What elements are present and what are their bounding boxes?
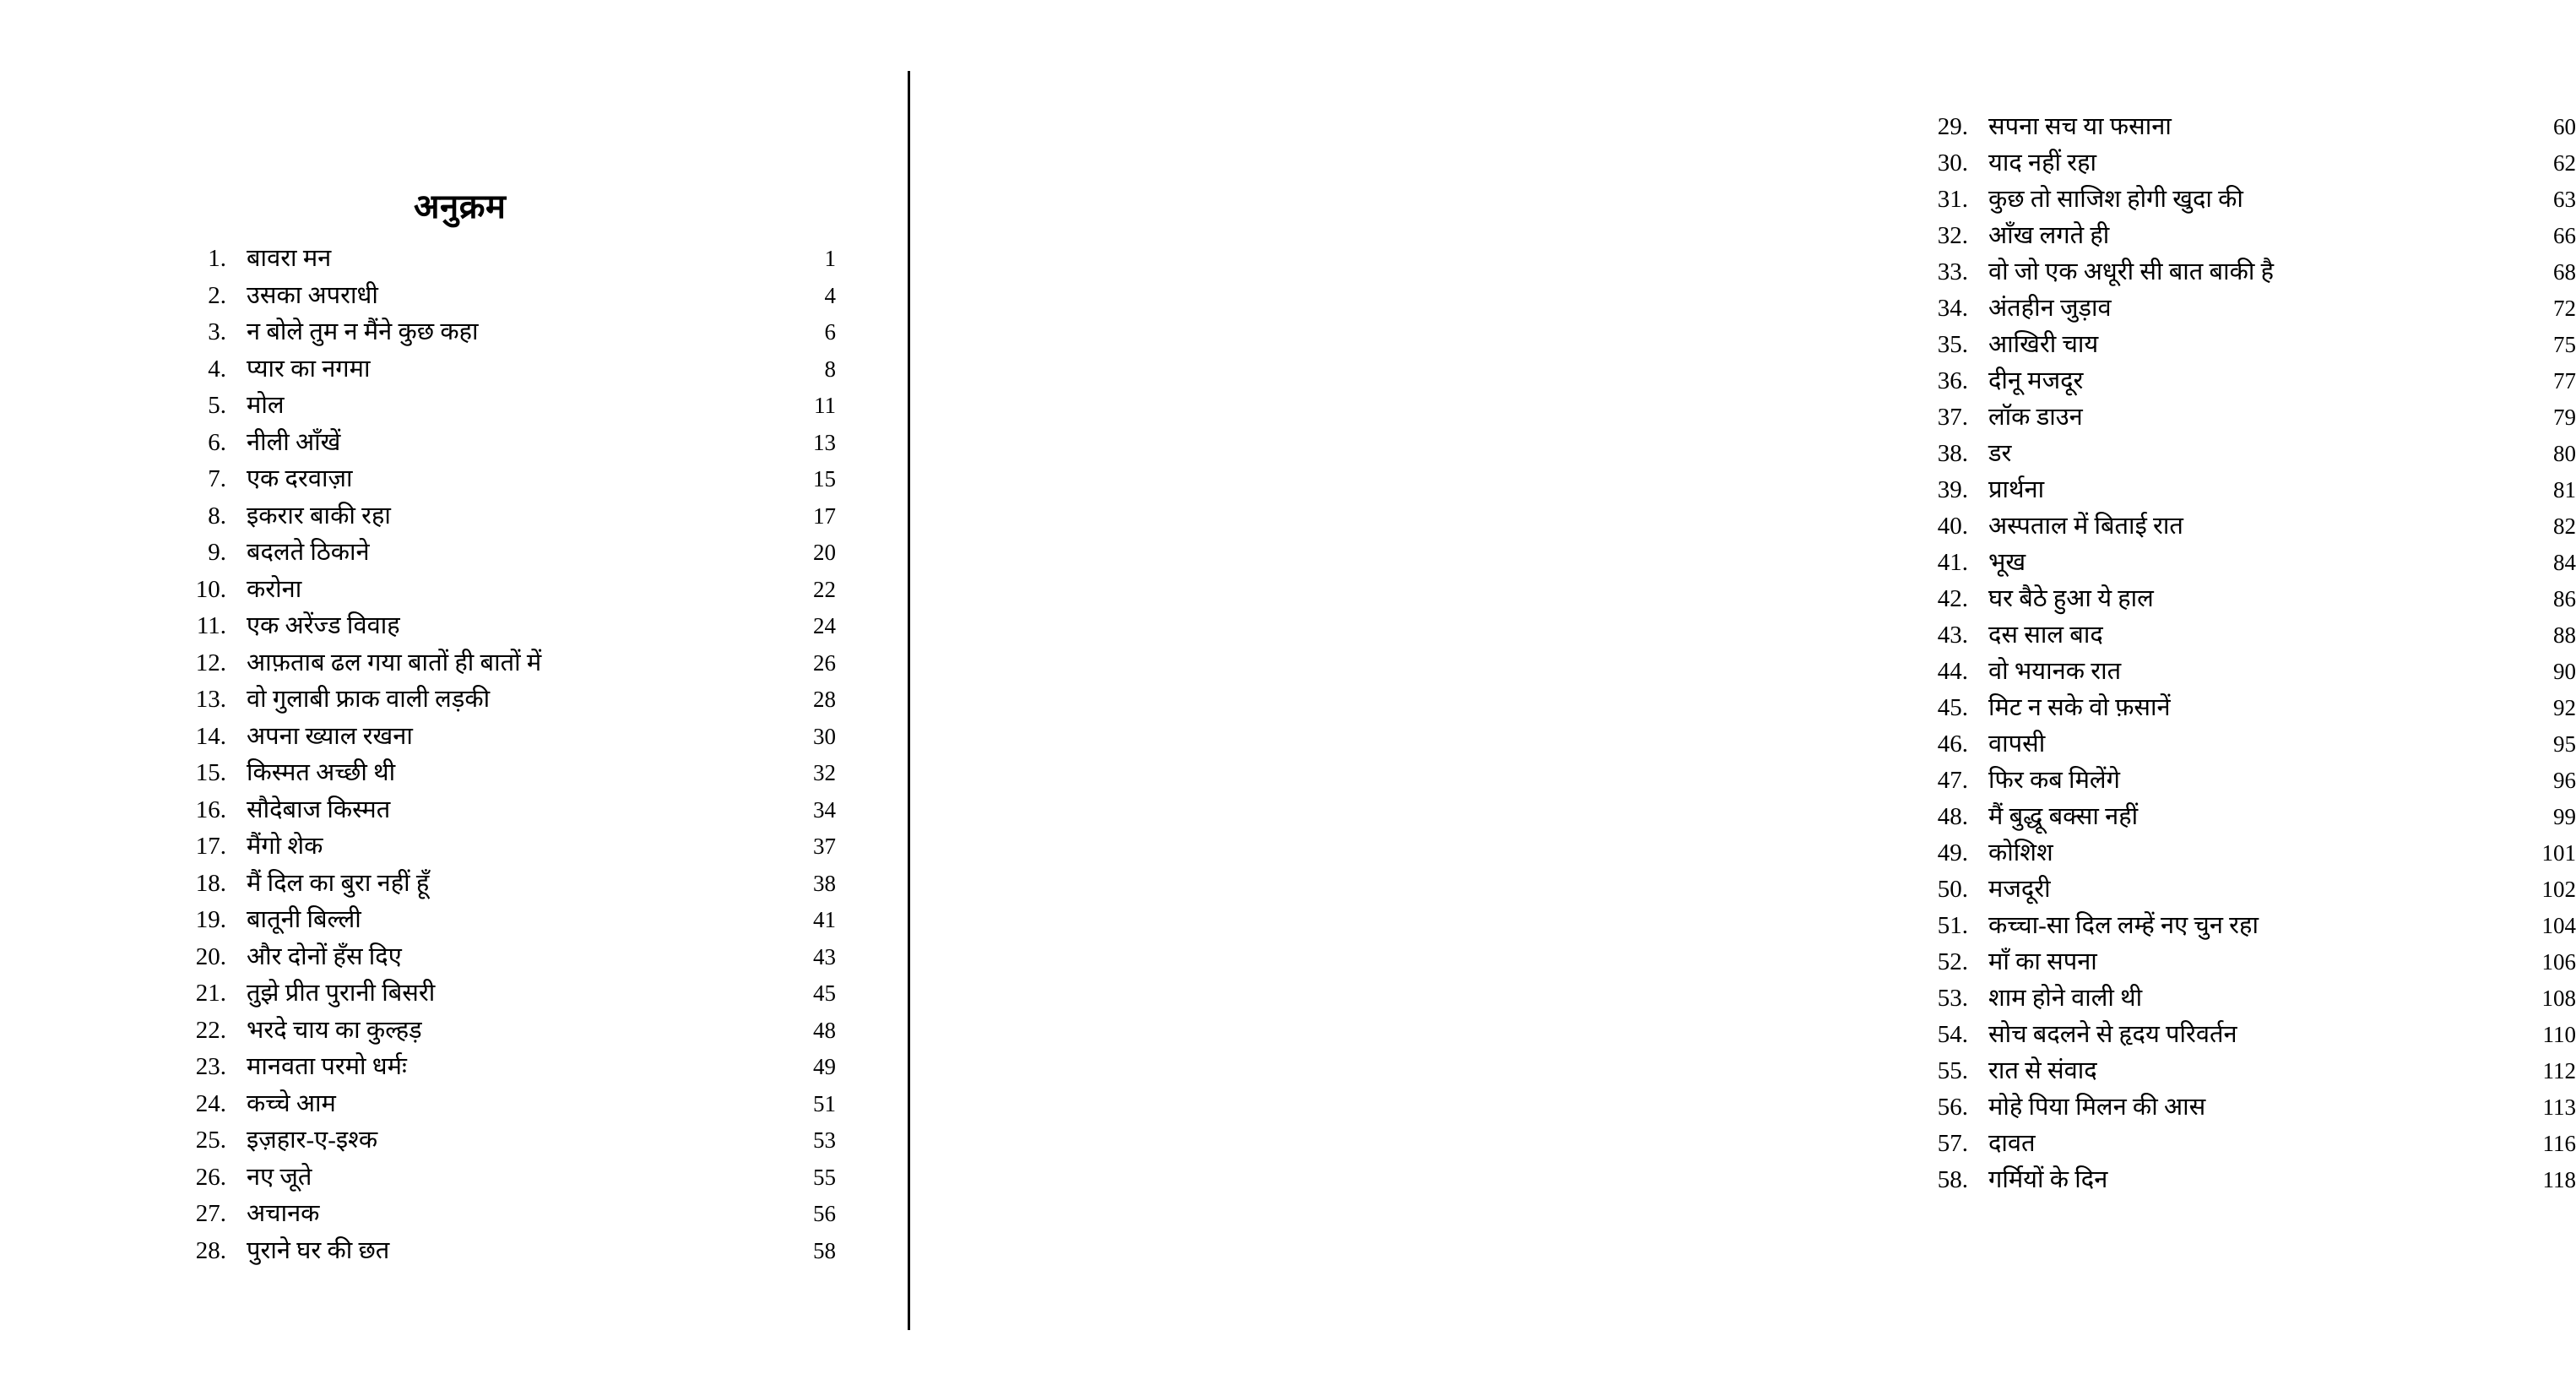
- toc-entry-number: 49.: [1937, 839, 1968, 866]
- toc-entry-title: किस्मत अच्छी थी: [247, 759, 396, 786]
- toc-entry-number: 38.: [1937, 440, 1968, 467]
- toc-entry[interactable]: [1917, 224, 2576, 260]
- toc-entry[interactable]: [1917, 1168, 2576, 1204]
- toc-entry-page-number: 96: [2553, 768, 2576, 793]
- toc-entry[interactable]: [1917, 768, 2576, 805]
- toc-entry-page-number: 30: [813, 723, 836, 749]
- toc-entry[interactable]: [1917, 623, 2576, 660]
- toc-entry[interactable]: [1917, 1132, 2576, 1168]
- toc-entry[interactable]: [1917, 696, 2576, 732]
- toc-list-right: [1917, 115, 2576, 1204]
- toc-entry[interactable]: [169, 942, 836, 982]
- toc-entry[interactable]: [1917, 551, 2576, 587]
- toc-entry-page-number: 101: [2541, 840, 2576, 866]
- toc-entry-number: 13.: [195, 686, 226, 713]
- toc-entry-page-number: 63: [2553, 187, 2576, 212]
- toc-entry[interactable]: [1917, 115, 2576, 151]
- toc-entry-page-number: 62: [2553, 150, 2576, 176]
- toc-entry-number: 48.: [1937, 803, 1968, 830]
- toc-entry-number: 31.: [1937, 186, 1968, 213]
- toc-entry-title: मानवता परमो धर्मः: [247, 1053, 407, 1080]
- toc-entry-title: लॉक डाउन: [1988, 404, 2083, 431]
- toc-entry-title: एक अरेंज्ड विवाह: [247, 612, 400, 639]
- toc-entry-number: 46.: [1937, 730, 1968, 758]
- toc-entry[interactable]: [1917, 950, 2576, 986]
- toc-entry[interactable]: [1917, 1095, 2576, 1132]
- toc-entry-number: 4.: [208, 355, 226, 383]
- toc-entry[interactable]: [169, 504, 836, 541]
- toc-entry-page-number: 41: [813, 907, 836, 932]
- toc-entry-page-number: 45: [813, 980, 836, 1006]
- toc-entry-number: 32.: [1937, 222, 1968, 249]
- toc-entry-title: अस्पताल में बिताई रात: [1988, 513, 2183, 540]
- toc-entry-page-number: 37: [813, 834, 836, 859]
- toc-entry-title: बावरा मन: [247, 245, 332, 272]
- toc-entry-number: 44.: [1937, 658, 1968, 685]
- toc-entry-title: इज़हार-ए-इश्क: [247, 1127, 378, 1154]
- toc-entry[interactable]: [169, 687, 836, 725]
- toc-entry-title: अपना ख्याल रखना: [247, 722, 413, 750]
- toc-entry-number: 50.: [1937, 876, 1968, 903]
- toc-entry-title: दीनू मजदूर: [1988, 367, 2084, 394]
- toc-entry-page-number: 79: [2553, 405, 2576, 430]
- toc-entry[interactable]: [1917, 333, 2576, 369]
- toc-entry-title: पुराने घर की छत: [247, 1236, 390, 1264]
- toc-entry-title: उसका अपराधी: [247, 281, 378, 309]
- toc-entry-page-number: 102: [2541, 877, 2576, 902]
- toc-entry-title: मैं बुद्धू बक्सा नहीं: [1988, 803, 2139, 830]
- toc-entry-title: सौदेबाज किस्मत: [247, 796, 391, 823]
- toc-entry-page-number: 20: [813, 540, 836, 565]
- toc-entry-title: तुझे प्रीत पुरानी बिसरी: [247, 980, 436, 1007]
- toc-entry-page-number: 77: [2553, 368, 2576, 394]
- toc-entry-title: माँ का सपना: [1988, 948, 2097, 975]
- toc-entry-page-number: 66: [2553, 223, 2576, 248]
- toc-entry-title: फिर कब मिलेंगे: [1988, 767, 2120, 794]
- toc-entry-page-number: 118: [2542, 1167, 2576, 1192]
- toc-entry[interactable]: [1917, 405, 2576, 442]
- toc-entry-title: सपना सच या फसाना: [1988, 113, 2172, 140]
- toc-entry-number: 52.: [1937, 948, 1968, 975]
- toc-entry[interactable]: [169, 540, 836, 578]
- toc-entry-page-number: 4: [824, 282, 836, 308]
- toc-entry-title: एक दरवाज़ा: [247, 465, 353, 492]
- toc-entry[interactable]: [1917, 914, 2576, 950]
- toc-entry-title: बातूनी बिल्ली: [247, 906, 361, 933]
- toc-entry-page-number: 95: [2553, 731, 2576, 757]
- page-title: अनुक्रम: [414, 187, 507, 225]
- toc-entry[interactable]: [169, 1165, 836, 1203]
- toc-entry-title: आँख लगते ही: [1988, 222, 2110, 249]
- toc-entry-page-number: 84: [2553, 550, 2576, 575]
- toc-entry-page-number: 26: [813, 649, 836, 676]
- toc-entry-page-number: 108: [2541, 986, 2576, 1011]
- toc-entry-title: प्रार्थना: [1988, 476, 2045, 503]
- toc-entry-number: 20.: [195, 942, 226, 970]
- toc-entry[interactable]: [169, 651, 836, 688]
- toc-entry-page-number: 22: [813, 576, 836, 602]
- toc-entry-page-number: 6: [824, 319, 836, 345]
- toc-entry-number: 22.: [195, 1016, 226, 1044]
- toc-entry[interactable]: [169, 1089, 836, 1129]
- toc-column-right: [910, 0, 2576, 1374]
- toc-entry[interactable]: [169, 1236, 836, 1276]
- toc-entry-title: बदलते ठिकाने: [247, 539, 370, 566]
- toc-entry-number: 40.: [1937, 513, 1968, 540]
- toc-entry[interactable]: [169, 834, 836, 872]
- toc-entry-number: 2.: [208, 281, 226, 309]
- toc-entry[interactable]: [169, 761, 836, 798]
- toc-entry[interactable]: [1917, 296, 2576, 333]
- toc-entry-number: 28.: [195, 1236, 226, 1264]
- toc-entry-page-number: 82: [2553, 513, 2576, 539]
- toc-entry-title: मजदूरी: [1988, 876, 2051, 903]
- toc-entry-page-number: 28: [813, 687, 836, 712]
- toc-entry-page-number: 17: [813, 502, 836, 529]
- toc-entry[interactable]: [169, 981, 836, 1018]
- toc-entry-number: 29.: [1937, 113, 1968, 140]
- toc-entry-number: 19.: [195, 906, 226, 933]
- toc-entry-page-number: 110: [2542, 1022, 2576, 1047]
- toc-entry-title: अंतहीन जुड़ाव: [1988, 295, 2112, 322]
- toc-entry-page-number: 80: [2553, 441, 2576, 466]
- toc-entry[interactable]: [169, 1018, 836, 1056]
- toc-entry-page-number: 112: [2542, 1058, 2576, 1083]
- toc-entry-page-number: 51: [813, 1090, 836, 1116]
- toc-entry-number: 36.: [1937, 367, 1968, 394]
- toc-entry-number: 43.: [1937, 622, 1968, 649]
- toc-entry-number: 58.: [1937, 1166, 1968, 1193]
- toc-entry-page-number: 90: [2553, 659, 2576, 684]
- toc-entry-page-number: 99: [2553, 804, 2576, 829]
- toc-entry-title: इकरार बाकी रहा: [247, 502, 391, 530]
- toc-entry-title: मैं दिल का बुरा नहीं हूँ: [247, 869, 430, 897]
- toc-entry-page-number: 88: [2553, 622, 2576, 648]
- toc-entry-title: शाम होने वाली थी: [1988, 985, 2143, 1012]
- toc-entry[interactable]: [169, 394, 836, 431]
- toc-entry-number: 11.: [196, 612, 226, 639]
- toc-entry-number: 25.: [195, 1127, 226, 1154]
- toc-entry[interactable]: [1917, 514, 2576, 551]
- toc-entry-title: नए जूते: [247, 1163, 312, 1191]
- toc-entry-title: रात से संवाद: [1988, 1057, 2097, 1084]
- toc-entry[interactable]: [169, 247, 836, 284]
- toc-entry-title: मिट न सके वो फ़सानें: [1988, 694, 2171, 721]
- toc-entry-title: आखिरी चाय: [1988, 331, 2099, 358]
- toc-entry[interactable]: [1917, 151, 2576, 187]
- toc-entry-page-number: 72: [2553, 296, 2576, 321]
- toc-entry[interactable]: [169, 1055, 836, 1092]
- toc-entry[interactable]: [1917, 442, 2576, 478]
- toc-entry-number: 12.: [195, 649, 226, 676]
- toc-entry[interactable]: [1917, 478, 2576, 514]
- toc-entry-title: कुछ तो साजिश होगी खुदा की: [1988, 186, 2243, 213]
- toc-entry-number: 55.: [1937, 1057, 1968, 1084]
- toc-entry-title: अचानक: [247, 1200, 320, 1227]
- toc-entry-title: नीली आँखें: [247, 428, 341, 456]
- toc-entry[interactable]: [1917, 1023, 2576, 1059]
- toc-entry-number: 30.: [1937, 149, 1968, 177]
- toc-entry-number: 5.: [208, 392, 226, 419]
- toc-entry-page-number: 75: [2553, 332, 2576, 357]
- toc-entry-number: 21.: [195, 980, 226, 1007]
- toc-entry-number: 16.: [195, 796, 226, 823]
- toc-entry-page-number: 56: [813, 1201, 836, 1226]
- toc-entry[interactable]: [1917, 805, 2576, 841]
- toc-entry-title: प्यार का नगमा: [247, 355, 371, 383]
- toc-entry-page-number: 49: [813, 1054, 836, 1079]
- toc-entry-title: घर बैठे हुआ ये हाल: [1988, 585, 2154, 612]
- toc-entry-page-number: 53: [813, 1127, 836, 1153]
- toc-entry-number: 7.: [208, 465, 226, 492]
- toc-entry-number: 35.: [1937, 331, 1968, 358]
- toc-entry-number: 39.: [1937, 476, 1968, 503]
- toc-entry-number: 6.: [208, 428, 226, 456]
- toc-entry-title: कोशिश: [1988, 839, 2053, 866]
- toc-entry-number: 53.: [1937, 985, 1968, 1012]
- toc-entry-page-number: 92: [2553, 695, 2576, 720]
- toc-entry[interactable]: [1917, 877, 2576, 914]
- toc-entry-title: कच्चा-सा दिल लम्हें नए चुन रहा: [1988, 912, 2259, 939]
- toc-entry-title: याद नहीं रहा: [1988, 149, 2097, 177]
- toc-entry-page-number: 113: [2542, 1094, 2576, 1120]
- toc-entry-number: 57.: [1937, 1130, 1968, 1157]
- toc-entry-number: 14.: [195, 722, 226, 750]
- toc-entry-page-number: 86: [2553, 586, 2576, 611]
- toc-entry[interactable]: [169, 1128, 836, 1165]
- toc-list-left: [169, 247, 836, 1275]
- toc-entry[interactable]: [169, 869, 836, 909]
- toc-entry[interactable]: [169, 1202, 836, 1239]
- toc-entry-title: भरदे चाय का कुल्हड़: [247, 1016, 422, 1044]
- toc-entry-title: मोहे पिया मिलन की आस: [1988, 1094, 2206, 1121]
- toc-entry[interactable]: [169, 467, 836, 504]
- toc-entry-number: 18.: [195, 869, 226, 897]
- toc-entry-page-number: 38: [813, 870, 836, 896]
- toc-entry-page-number: 15: [813, 466, 836, 491]
- toc-entry-number: 1.: [208, 245, 226, 272]
- toc-entry-page-number: 24: [813, 613, 836, 638]
- toc-entry[interactable]: [1917, 732, 2576, 768]
- toc-entry-number: 54.: [1937, 1021, 1968, 1048]
- toc-entry-page-number: 55: [813, 1164, 836, 1190]
- toc-entry-number: 3.: [208, 318, 226, 345]
- toc-entry-number: 47.: [1937, 767, 1968, 794]
- toc-entry[interactable]: [169, 575, 836, 615]
- toc-entry-number: 17.: [195, 833, 226, 860]
- toc-entry[interactable]: [1917, 841, 2576, 877]
- toc-entry-page-number: 11: [814, 393, 836, 418]
- toc-entry-page-number: 104: [2541, 913, 2576, 938]
- toc-entry[interactable]: [1917, 260, 2576, 296]
- toc-entry-title: करोना: [247, 575, 302, 603]
- toc-entry-title: वो जो एक अधूरी सी बात बाकी है: [1988, 258, 2275, 285]
- toc-entry-number: 10.: [195, 575, 226, 603]
- toc-entry[interactable]: [1917, 187, 2576, 224]
- toc-entry-title: वापसी: [1988, 730, 2046, 758]
- toc-column-left: [0, 0, 908, 1374]
- toc-entry-page-number: 34: [813, 796, 836, 823]
- toc-entry-title: न बोले तुम न मैंने कुछ कहा: [247, 318, 479, 345]
- toc-entry-number: 26.: [195, 1163, 226, 1191]
- toc-entry[interactable]: [169, 798, 836, 835]
- toc-entry[interactable]: [1917, 369, 2576, 405]
- toc-entry[interactable]: [169, 908, 836, 945]
- toc-entry-number: 23.: [195, 1053, 226, 1080]
- toc-entry-number: 42.: [1937, 585, 1968, 612]
- toc-entry-number: 8.: [208, 502, 226, 530]
- toc-entry-number: 41.: [1937, 549, 1968, 576]
- toc-entry[interactable]: [1917, 660, 2576, 696]
- toc-entry-number: 15.: [195, 759, 226, 786]
- toc-entry-title: गर्मियों के दिन: [1988, 1166, 2108, 1193]
- toc-entry[interactable]: [169, 320, 836, 357]
- toc-entry-title: वो भयानक रात: [1988, 658, 2122, 685]
- toc-entry[interactable]: [1917, 1059, 2576, 1095]
- toc-entry-title: दस साल बाद: [1988, 622, 2103, 649]
- toc-entry-page-number: 106: [2541, 949, 2576, 975]
- toc-entry-title: मैंगो शेक: [247, 833, 323, 860]
- toc-entry-title: आफ़ताब ढल गया बातों ही बातों में: [247, 649, 542, 676]
- toc-entry-page-number: 13: [813, 429, 836, 455]
- toc-entry-page-number: 58: [813, 1237, 836, 1263]
- toc-entry-page-number: 8: [824, 356, 836, 382]
- toc-entry-title: डर: [1988, 440, 2012, 467]
- toc-entry[interactable]: [1917, 587, 2576, 623]
- toc-entry-title: वो गुलाबी फ्राक वाली लड़की: [247, 686, 491, 713]
- toc-entry-number: 45.: [1937, 694, 1968, 721]
- toc-entry-title: कच्चे आम: [247, 1089, 336, 1117]
- toc-entry-title: और दोनों हँस दिए: [247, 942, 402, 970]
- toc-entry[interactable]: [169, 722, 836, 762]
- toc-entry-page-number: 1: [824, 246, 836, 271]
- toc-entry-number: 51.: [1937, 912, 1968, 939]
- toc-entry[interactable]: [169, 281, 836, 321]
- toc-entry-number: 34.: [1937, 295, 1968, 322]
- toc-entry[interactable]: [169, 357, 836, 394]
- toc-entry-page-number: 68: [2553, 259, 2576, 285]
- toc-entry-title: दावत: [1988, 1130, 2036, 1157]
- toc-entry-page-number: 116: [2542, 1131, 2576, 1156]
- toc-entry[interactable]: [1917, 986, 2576, 1023]
- toc-entry-page-number: 81: [2553, 477, 2576, 502]
- toc-entry-page-number: 43: [813, 943, 836, 969]
- toc-entry-title: मोल: [247, 392, 285, 419]
- toc-entry-number: 37.: [1937, 404, 1968, 431]
- toc-entry-page-number: 32: [813, 760, 836, 785]
- toc-entry[interactable]: [169, 614, 836, 651]
- toc-entry-number: 9.: [208, 539, 226, 566]
- toc-entry-number: 33.: [1937, 258, 1968, 285]
- toc-entry-number: 56.: [1937, 1094, 1968, 1121]
- toc-entry[interactable]: [169, 428, 836, 468]
- toc-entry-title: भूख: [1988, 549, 2026, 576]
- toc-entry-title: सोच बदलने से हृदय परिवर्तन: [1988, 1021, 2237, 1048]
- toc-entry-number: 24.: [195, 1089, 226, 1117]
- toc-entry-number: 27.: [195, 1200, 226, 1227]
- toc-entry-page-number: 48: [813, 1017, 836, 1043]
- toc-entry-page-number: 60: [2553, 114, 2576, 139]
